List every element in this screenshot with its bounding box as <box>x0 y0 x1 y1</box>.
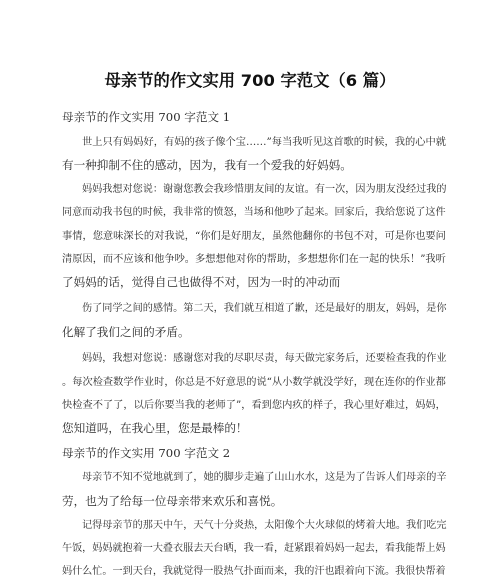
paragraph-line: 同意而动我书包的时候，我非常的愤怒，当场和他吵了起来。回家后，我给您说了这件 <box>62 207 446 218</box>
paragraph-line: 妈妈，我想对您说：感谢您对我的尽职尽责，每天做完家务后，还要检查我的作业 <box>82 353 447 364</box>
paragraph-line: 您知道吗，在我心里，您是最棒的！ <box>62 421 248 435</box>
paragraph-line: 快检查不了了，以后你要当我的老师了”，看到您内疚的样子，我心里好难过，妈妈， <box>62 399 446 411</box>
paragraph-line: 化解了我们之间的矛盾。 <box>62 325 190 339</box>
paragraph-line: 劳，也为了给每一位母亲带来欢乐和喜悦。 <box>62 494 283 508</box>
paragraph-line: 伤了同学之间的感情。第二天，我们就互相道了歉，还是最好的朋友，妈妈，是你 <box>82 303 447 314</box>
paragraph-line: 午饭，妈妈就抱着一大叠衣服去天台晒，我一看，赶紧跟着妈妈一起去，看我能帮上妈 <box>62 543 446 554</box>
paragraph-line: 世上只有妈妈好，有妈的孩子像个宝……”每当我听见这首歌的时候，我的心中就 <box>82 136 446 148</box>
paragraph-line: 清原因，而不应该和他争吵。多想想他对你的帮助，多想想你们在一起的快乐！”我听 <box>62 253 446 265</box>
paragraph-line: 记得母亲节的那天中午，天气十分炎热，太阳像个大火球似的烤着大地。我们吃完 <box>82 520 447 531</box>
section-heading-1: 母亲节的作文实用 700 字范文 1 <box>62 110 231 124</box>
paragraph-line: 母亲节不知不觉地就到了，她的脚步走遍了山山水水，这是为了告诉人们母亲的辛 <box>82 472 447 483</box>
paragraph-line: 事情，您意味深长的对我说，“你们是好朋友，虽然他翻你的书包不对，可是你也要问 <box>62 230 446 242</box>
paragraph-line: 。每次检查数学作业时，你总是不好意思的说“从小数学就没学好，现在连你的作业都 <box>62 376 446 388</box>
section-heading-2: 母亲节的作文实用 700 字范文 2 <box>62 446 231 460</box>
paragraph-line: 妈妈我想对您说：谢谢您教会我珍惜朋友间的友谊。有一次，因为朋友没经过我的 <box>82 184 447 195</box>
document-title: 母亲节的作文实用 700 字范文（6 篇） <box>104 71 396 90</box>
paragraph-line: 了妈妈的话，觉得自己也做得不对，因为一时的冲动而 <box>62 275 341 289</box>
paragraph-line: 妈什么忙。一到天台，我就觉得一股热气扑面而来，我的汗也跟着向下流。我很快帮着 <box>62 566 446 577</box>
paragraph-line: 有一种抑制不住的感动，因为，我有一个爱我的好妈妈。 <box>62 158 352 172</box>
